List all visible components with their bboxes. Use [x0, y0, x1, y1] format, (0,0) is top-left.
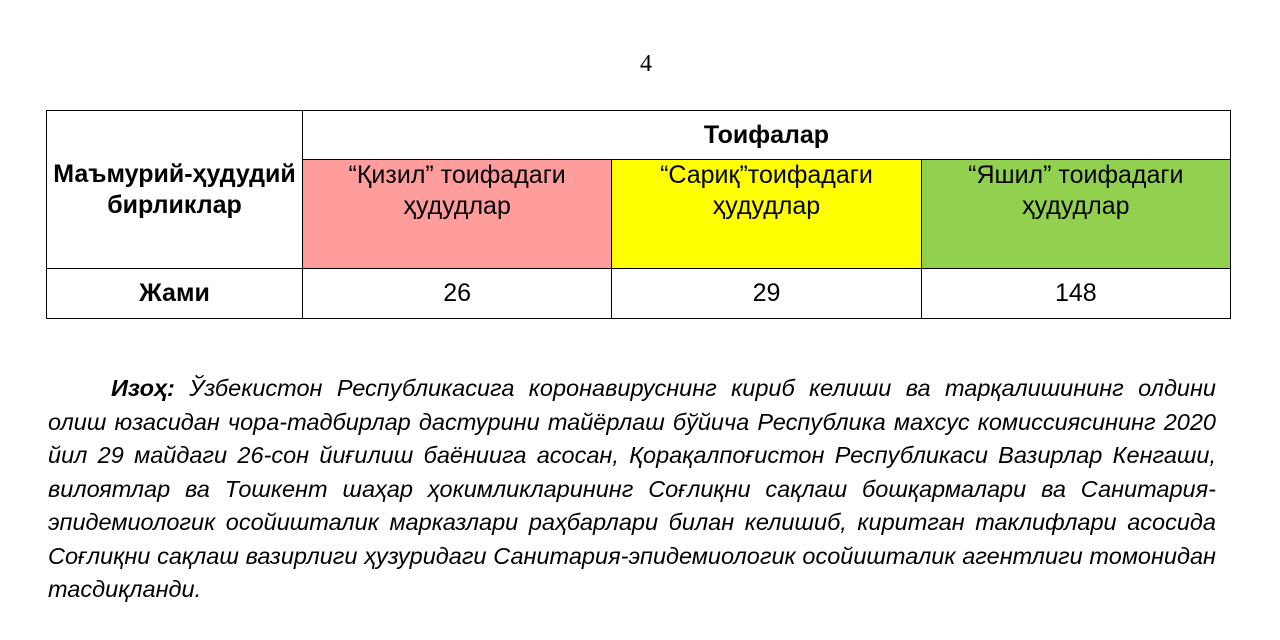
category-yellow-cell: “Сариқ”тоифадаги ҳудудлар	[612, 160, 921, 269]
total-green-value: 148	[921, 269, 1230, 319]
note-label: Изоҳ:	[111, 375, 175, 401]
total-label: Жами	[47, 269, 303, 319]
category-red-cell: “Қизил” тоифадаги ҳудудлар	[303, 160, 612, 269]
total-red-value: 26	[303, 269, 612, 319]
total-yellow-value: 29	[612, 269, 921, 319]
note-paragraph	[48, 372, 1216, 607]
page-number: 4	[640, 51, 652, 77]
note-text: Ўзбекистон Республикасига коронавируснинг кириб келиши ва тарқалишининг олдини олиш юзасидан чора-тадбирлар дастурини тайёрлаш бўйича Республика махсус комиссиясининг 2020 йил 29 майдаги 26-сон йиғилиш баёниига асосан, Қорақалпоғистон Республикаси Вазирлар Кенгаши, вилоятлар ва Тошкент шаҳар ҳокимликларининг Соғлиқни сақлаш бошқармалари ва Санитария-эпидемиологик осойишталик марказлари раҳбарлари билан келишиб, киритган таклифлари асосида Соғлиқни сақлаш вазирлиги ҳузуридаги Санитария-эпидемиологик осойишталик агентлиги томонидан тасдиқланди.	[48, 375, 1216, 602]
table-row	[47, 269, 1231, 319]
category-green-cell: “Яшил” тоифадаги ҳудудлар	[921, 160, 1230, 269]
categories-header: Тоифалар	[303, 111, 1231, 160]
categories-table	[46, 110, 1231, 319]
table-header-row	[47, 111, 1231, 160]
admin-units-header: Маъмурий-ҳудудий бирликлар	[47, 111, 303, 269]
